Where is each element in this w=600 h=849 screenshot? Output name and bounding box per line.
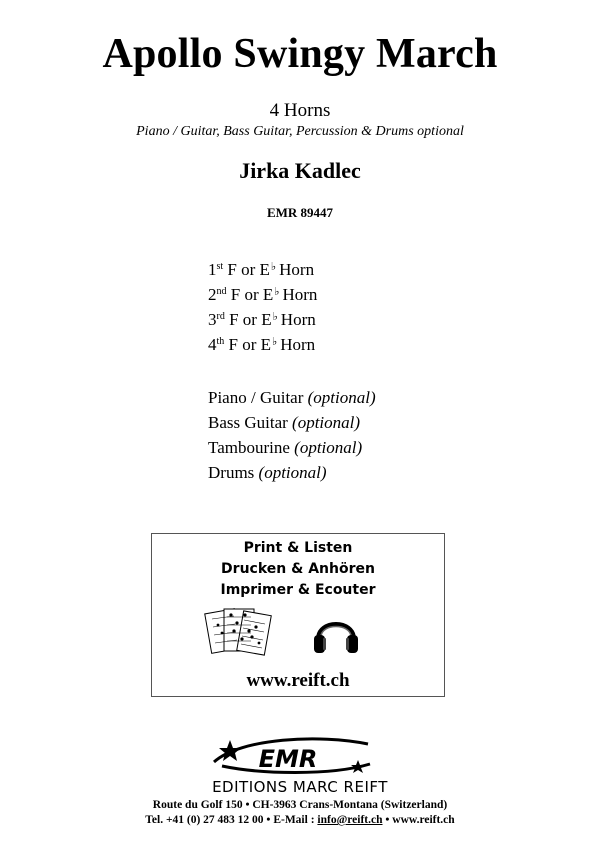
publisher-name: EDITIONS MARC REIFT xyxy=(212,778,388,796)
sheet-music-icon xyxy=(204,607,274,657)
part-ordinal: st xyxy=(216,261,224,272)
part-number: 2 xyxy=(208,285,217,304)
part-number: 4 xyxy=(208,335,217,354)
optional-note: (optional) xyxy=(294,438,363,457)
part-ordinal: th xyxy=(216,336,225,347)
catalog-number: EMR 89447 xyxy=(266,205,334,220)
part-key: F or E xyxy=(229,310,272,329)
composer-name: Jirka Kadlec xyxy=(239,158,361,183)
part-list-item: 1st F or E♭ Horn xyxy=(208,260,315,279)
part-instrument: Horn xyxy=(279,260,315,279)
subtitle: 4 Horns xyxy=(269,100,331,121)
publisher-contact xyxy=(0,814,600,826)
part-list-item: 3rd F or E♭ Horn xyxy=(208,310,316,329)
part-number: 3 xyxy=(208,310,217,329)
website-text: • www.reift.ch xyxy=(382,814,455,826)
promo-line-en: Print & Listen xyxy=(243,540,353,556)
optional-part-item xyxy=(208,463,327,483)
part-instrument: Horn xyxy=(280,335,316,354)
publisher-address: Route du Golf 150 • CH-3963 Crans-Montana (Switzerland) xyxy=(152,799,448,811)
optional-part-item xyxy=(208,388,376,408)
optional-note: (optional) xyxy=(292,413,361,432)
optional-part-item xyxy=(208,413,360,433)
phone-text: Tel. +41 (0) 27 483 12 00 • E-Mail : xyxy=(145,814,318,826)
email-link[interactable]: info@reift.ch xyxy=(317,814,383,826)
part-number: 1 xyxy=(208,260,217,279)
part-list-item: 4th F or E♭ Horn xyxy=(208,335,316,354)
promo-website[interactable]: www.reift.ch xyxy=(246,670,350,691)
part-key: F or E xyxy=(227,260,270,279)
emr-logo-icon xyxy=(200,734,380,780)
headphones-icon xyxy=(310,607,362,659)
optional-part-name: Tambourine xyxy=(208,438,290,457)
print-listen-box xyxy=(151,533,445,697)
logo-text: EMR xyxy=(258,745,318,773)
part-instrument: Horn xyxy=(280,310,316,329)
instrumentation-note: Piano / Guitar, Bass Guitar, Percussion & Drums optional xyxy=(136,124,464,139)
part-ordinal: rd xyxy=(216,311,225,322)
page-title: Apollo Swingy March xyxy=(102,31,498,77)
optional-part-name: Drums xyxy=(208,463,255,482)
promo-line-fr: Imprimer & Ecouter xyxy=(220,582,376,598)
promo-line-de: Drucken & Anhören xyxy=(221,561,375,577)
part-ordinal: nd xyxy=(216,286,227,297)
part-key: F or E xyxy=(228,335,272,354)
optional-part-item xyxy=(208,438,362,458)
optional-part-name: Bass Guitar xyxy=(208,413,288,432)
part-instrument: Horn xyxy=(282,285,318,304)
optional-part-name: Piano / Guitar xyxy=(208,388,304,407)
part-list-item: 2nd F or E♭ Horn xyxy=(208,285,318,304)
part-key: F or E xyxy=(230,285,274,304)
optional-note: (optional) xyxy=(307,388,376,407)
optional-note: (optional) xyxy=(258,463,327,482)
